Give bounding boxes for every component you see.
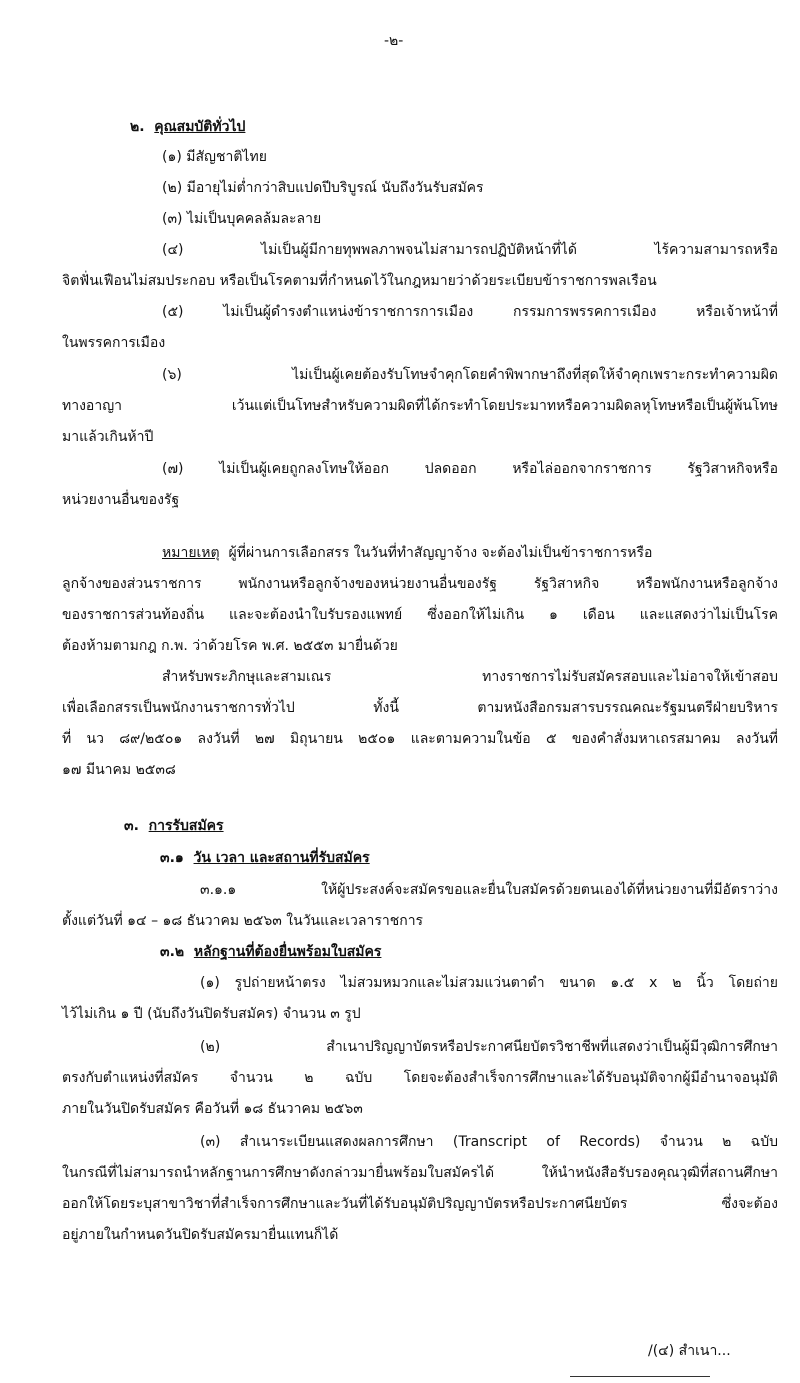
qualification-item-7-line1: (๗) ไม่เป็นผู้เคยถูกลงโทษให้ออก ปลดออก หรือไล่ออกจากราชการ รัฐวิสาหกิจหรือ bbox=[162, 461, 778, 477]
monk-line4: ๑๗ มีนาคม ๒๕๓๘ bbox=[62, 762, 176, 778]
section3-1-title: วัน เวลา และสถานที่รับสมัคร bbox=[193, 850, 370, 866]
qualification-item-2: (๒) มีอายุไม่ต่ำกว่าสิบแปดปีบริบูรณ์ นับถึงวันรับสมัคร bbox=[162, 180, 484, 196]
note-line3: ของราชการส่วนท้องถิ่น และจะต้องนำใบรับรองแพทย์ ซึ่งออกให้ไม่เกิน ๑ เดือน และแสดงว่าไม่เป็นโรค bbox=[62, 607, 778, 623]
document-2-line2: ตรงกับตำแหน่งที่สมัคร จำนวน ๒ ฉบับ โดยจะต้องสำเร็จการศึกษาและได้รับอนุมัติจากผู้มีอำนาจอนุมัติ bbox=[62, 1070, 778, 1086]
note-line4: ต้องห้ามตามกฎ ก.พ. ว่าด้วยโรค พ.ศ. ๒๕๕๓ มายื่นด้วย bbox=[62, 638, 398, 654]
section3-2-heading bbox=[160, 941, 381, 963]
note-line1 bbox=[162, 542, 778, 564]
section2-heading bbox=[130, 116, 245, 138]
qualification-item-3: (๓) ไม่เป็นบุคคลล้มละลาย bbox=[162, 211, 322, 227]
qualification-item-4-line1: (๔) ไม่เป็นผู้มีกายทุพพลภาพจนไม่สามารถปฏิบัติหน้าที่ได้ ไร้ความสามารถหรือ bbox=[162, 242, 778, 258]
qualification-item-1: (๑) มีสัญชาติไทย bbox=[162, 149, 267, 165]
page-number: -๒- bbox=[384, 33, 404, 49]
document-3-line1: (๓) สำเนาระเบียนแสดงผลการศึกษา (Transcript of Records) จำนวน ๒ ฉบับ bbox=[200, 1134, 778, 1150]
document-1-line1: (๑) รูปถ่ายหน้าตรง ไม่สวมหมวกและไม่สวมแว่นตาดำ ขนาด ๑.๕ x ๒ นิ้ว โดยถ่าย bbox=[200, 975, 778, 991]
monk-line1: สำหรับพระภิกษุและสามเณร ทางราชการไม่รับสมัครสอบและไม่อาจให้เข้าสอบ bbox=[162, 669, 778, 685]
document-2-line1: (๒) สำเนาปริญญาบัตรหรือประกาศนียบัตรวิชาชีพที่แสดงว่าเป็นผู้มีวุฒิการศึกษา bbox=[200, 1039, 778, 1055]
footer-rule bbox=[570, 1376, 710, 1377]
section2-number: ๒. bbox=[130, 119, 145, 135]
monk-line3: ที่ นว ๘๙/๒๕๐๑ ลงวันที่ ๒๗ มิถุนายน ๒๕๐๑ และตามความในข้อ ๕ ของคำสั่งมหาเถรสมาคม ลงวันที่ bbox=[62, 731, 778, 747]
qualification-item-7-line2: หน่วยงานอื่นของรัฐ bbox=[62, 492, 180, 508]
document-3-line3: ออกให้โดยระบุสาขาวิชาที่สำเร็จการศึกษาและวันที่ได้รับอนุมัติปริญญาบัตรหรือประกาศนียบัตร ซึ่งจะต้อง bbox=[62, 1196, 778, 1212]
document-1-line2: ไว้ไม่เกิน ๑ ปี (นับถึงวันปิดรับสมัคร) จำนวน ๓ รูป bbox=[62, 1006, 361, 1022]
section3-heading bbox=[124, 815, 224, 837]
section3-2-title: หลักฐานที่ต้องยื่นพร้อมใบสมัคร bbox=[193, 944, 382, 960]
qualification-item-5-line2: ในพรรคการเมือง bbox=[62, 335, 166, 351]
section3-1-1-line2: ตั้งแต่วันที่ ๑๔ – ๑๘ ธันวาคม ๒๕๖๓ ในวันและเวลาราชการ bbox=[62, 913, 424, 929]
qualification-item-6-line2: ทางอาญา เว้นแต่เป็นโทษสำหรับความผิดที่ได้กระทำโดยประมาทหรือความผิดลหุโทษหรือเป็นผู้พ้นโทษ bbox=[62, 398, 778, 414]
section2-title: คุณสมบัติทั่วไป bbox=[154, 119, 246, 135]
document-3-line4: อยู่ภายในกำหนดวันปิดรับสมัครมายื่นแทนก็ได้ bbox=[62, 1227, 339, 1243]
monk-line2: เพื่อเลือกสรรเป็นพนักงานราชการทั่วไป ทั้งนี้ ตามหนังสือกรมสารบรรณคณะรัฐมนตรีฝ่ายบริหาร bbox=[62, 700, 778, 716]
note-text: ผู้ที่ผ่านการเลือกสรร ในวันที่ทำสัญญาจ้าง จะต้องไม่เป็นข้าราชการหรือ bbox=[228, 545, 653, 561]
qualification-item-6-line3: มาแล้วเกินห้าปี bbox=[62, 429, 154, 445]
qualification-item-5-line1: (๕) ไม่เป็นผู้ดำรงตำแหน่งข้าราชการการเมือง กรรมการพรรคการเมือง หรือเจ้าหน้าที่ bbox=[162, 304, 778, 320]
section3-1-heading bbox=[160, 847, 370, 869]
document-2-line3: ภายในวันปิดรับสมัคร คือวันที่ ๑๘ ธันวาคม ๒๕๖๓ bbox=[62, 1101, 363, 1117]
section3-number: ๓. bbox=[124, 818, 139, 834]
continuation-marker: /(๔) สำเนา... bbox=[648, 1343, 731, 1359]
qualification-item-6-line1: (๖) ไม่เป็นผู้เคยต้องรับโทษจำคุกโดยคำพิพากษาถึงที่สุดให้จำคุกเพราะกระทำความผิด bbox=[162, 367, 778, 383]
note-line2: ลูกจ้างของส่วนราชการ พนักงานหรือลูกจ้างของหน่วยงานอื่นของรัฐ รัฐวิสาหกิจ หรือพนักงานหรือลูกจ้าง bbox=[62, 576, 778, 592]
section3-1-1-line1: ๓.๑.๑ ให้ผู้ประสงค์จะสมัครขอและยื่นใบสมัครด้วยตนเองได้ที่หน่วยงานที่มีอัตราว่าง bbox=[200, 882, 778, 898]
note-label: หมายเหตุ bbox=[162, 545, 220, 561]
section3-2-number: ๓.๒ bbox=[160, 944, 185, 960]
document-3-line2: ในกรณีที่ไม่สามารถนำหลักฐานการศึกษาดังกล่าวมายื่นพร้อมใบสมัครได้ ให้นำหนังสือรับรองคุณวุฒิที่สถานศึกษา bbox=[62, 1165, 778, 1181]
section3-1-number: ๓.๑ bbox=[160, 850, 184, 866]
qualification-item-4-line2: จิตฟั่นเฟือนไม่สมประกอบ หรือเป็นโรคตามที่กำหนดไว้ในกฎหมายว่าด้วยระเบียบข้าราชการพลเรือน bbox=[62, 273, 657, 289]
section3-title: การรับสมัคร bbox=[148, 818, 224, 834]
